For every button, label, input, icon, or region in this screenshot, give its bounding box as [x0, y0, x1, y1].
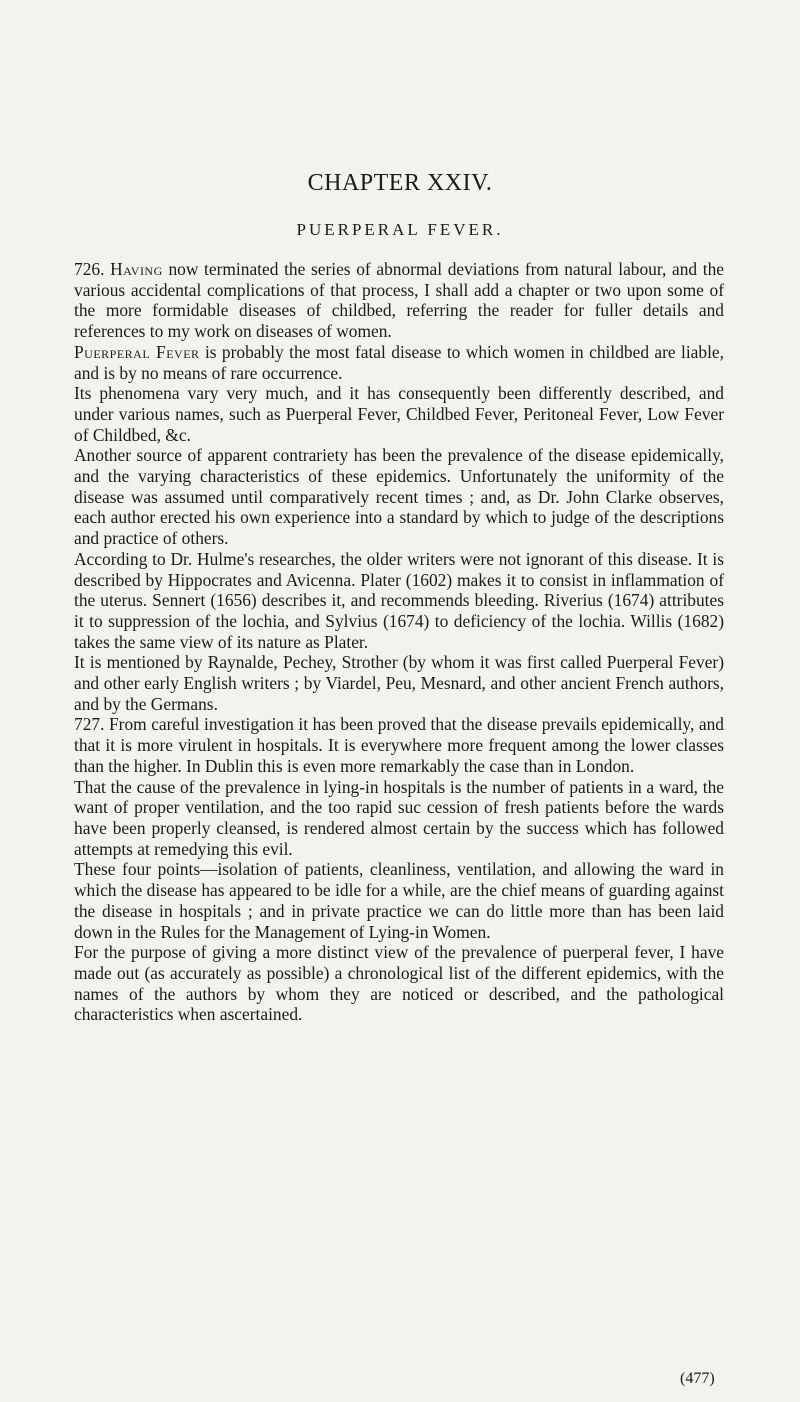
body-text — [74, 259, 724, 1025]
paragraph: Another source of apparent contrariety has been the prevalence of the disease epidemically, and the varying characteristics of these epidemics. Unfortunately the uniformity of the disease was assumed until comparatively recent times ; and, as Dr. John Clarke observes, each author erected his own experience into a standard by which to judge of the descriptions and practice of others. — [74, 445, 724, 549]
paragraph-number: 726. — [74, 259, 111, 279]
paragraph: According to Dr. Hulme's researches, the older writers were not ignorant of this disease. It is described by Hippocrates and Avicenna. Plater (1602) makes it to consist in inflammation of the uterus. Sennert (1656) describes it, and recommends bleeding. Riverius (1674) attributes it to suppression of the lochia, and Sylvius (1674) to deficiency of the lochia. Willis (1682) takes the same view of its nature as Plater. — [74, 548, 724, 652]
chapter-heading: CHAPTER XXIV. — [307, 170, 493, 196]
paragraph-lead-smallcaps: Having — [110, 259, 163, 279]
paragraph-text: is probably the most fatal disease to which women in childbed are liable, and is by no means of rare occurrence. — [74, 341, 724, 383]
page-number: (477) — [680, 1370, 715, 1387]
paragraph — [74, 259, 724, 342]
paragraph-text: now terminated the series of abnormal deviations from natural labour, and the various accidental complications of that process, I shall add a chapter or two upon some of the more formidable diseases of childbed, referring the reader for fuller details and references to my work on diseases of women. — [74, 259, 724, 342]
paragraph-lead-smallcaps: Puerperal Fever — [74, 341, 200, 362]
paragraph: That the cause of the prevalence in lying-in hospitals is the number of patients in a ward, the want of proper ventilation, and the too rapid suc cession of fresh patients before the wards have been properly cleansed, is rendered almost certain by the success which has followed attempts at remedying this evil. — [74, 776, 724, 859]
paragraph: Its phenomena vary very much, and it has consequently been differently described, and under various names, such as Puerperal Fever, Childbed Fever, Peritoneal Fever, Low Fever of Childbed, &c. — [74, 383, 724, 445]
section-title: PUERPERAL FEVER. — [296, 220, 504, 239]
paragraph — [74, 342, 724, 383]
paragraph: For the purpose of giving a more distinct view of the prevalence of puerperal fever, I have made out (as accurately as possible) a chronological list of the different epidemics, with the names of the authors by whom they are noticed or described, and the pathological characteristics when ascertained. — [74, 942, 724, 1025]
paragraph: It is mentioned by Raynalde, Pechey, Strother (by whom it was first called Puerperal Fever) and other early English writers ; by Viardel, Peu, Mesnard, and other ancient French authors, and by the Germans. — [74, 652, 724, 714]
paragraph: 727. From careful investigation it has been proved that the disease prevails epidemically, and that it is more virulent in hospitals. It is everywhere more frequent among the lower classes than the higher. In Dublin this is even more remarkably the case than in London. — [74, 714, 724, 776]
paragraph: These four points—isolation of patients, cleanliness, ventilation, and allowing the ward in which the disease has appeared to be idle for a while, are the chief means of guarding against the disease in hospitals ; and in private practice we can do little more than has been laid down in the Rules for the Management of Lying-in Women. — [74, 859, 724, 942]
